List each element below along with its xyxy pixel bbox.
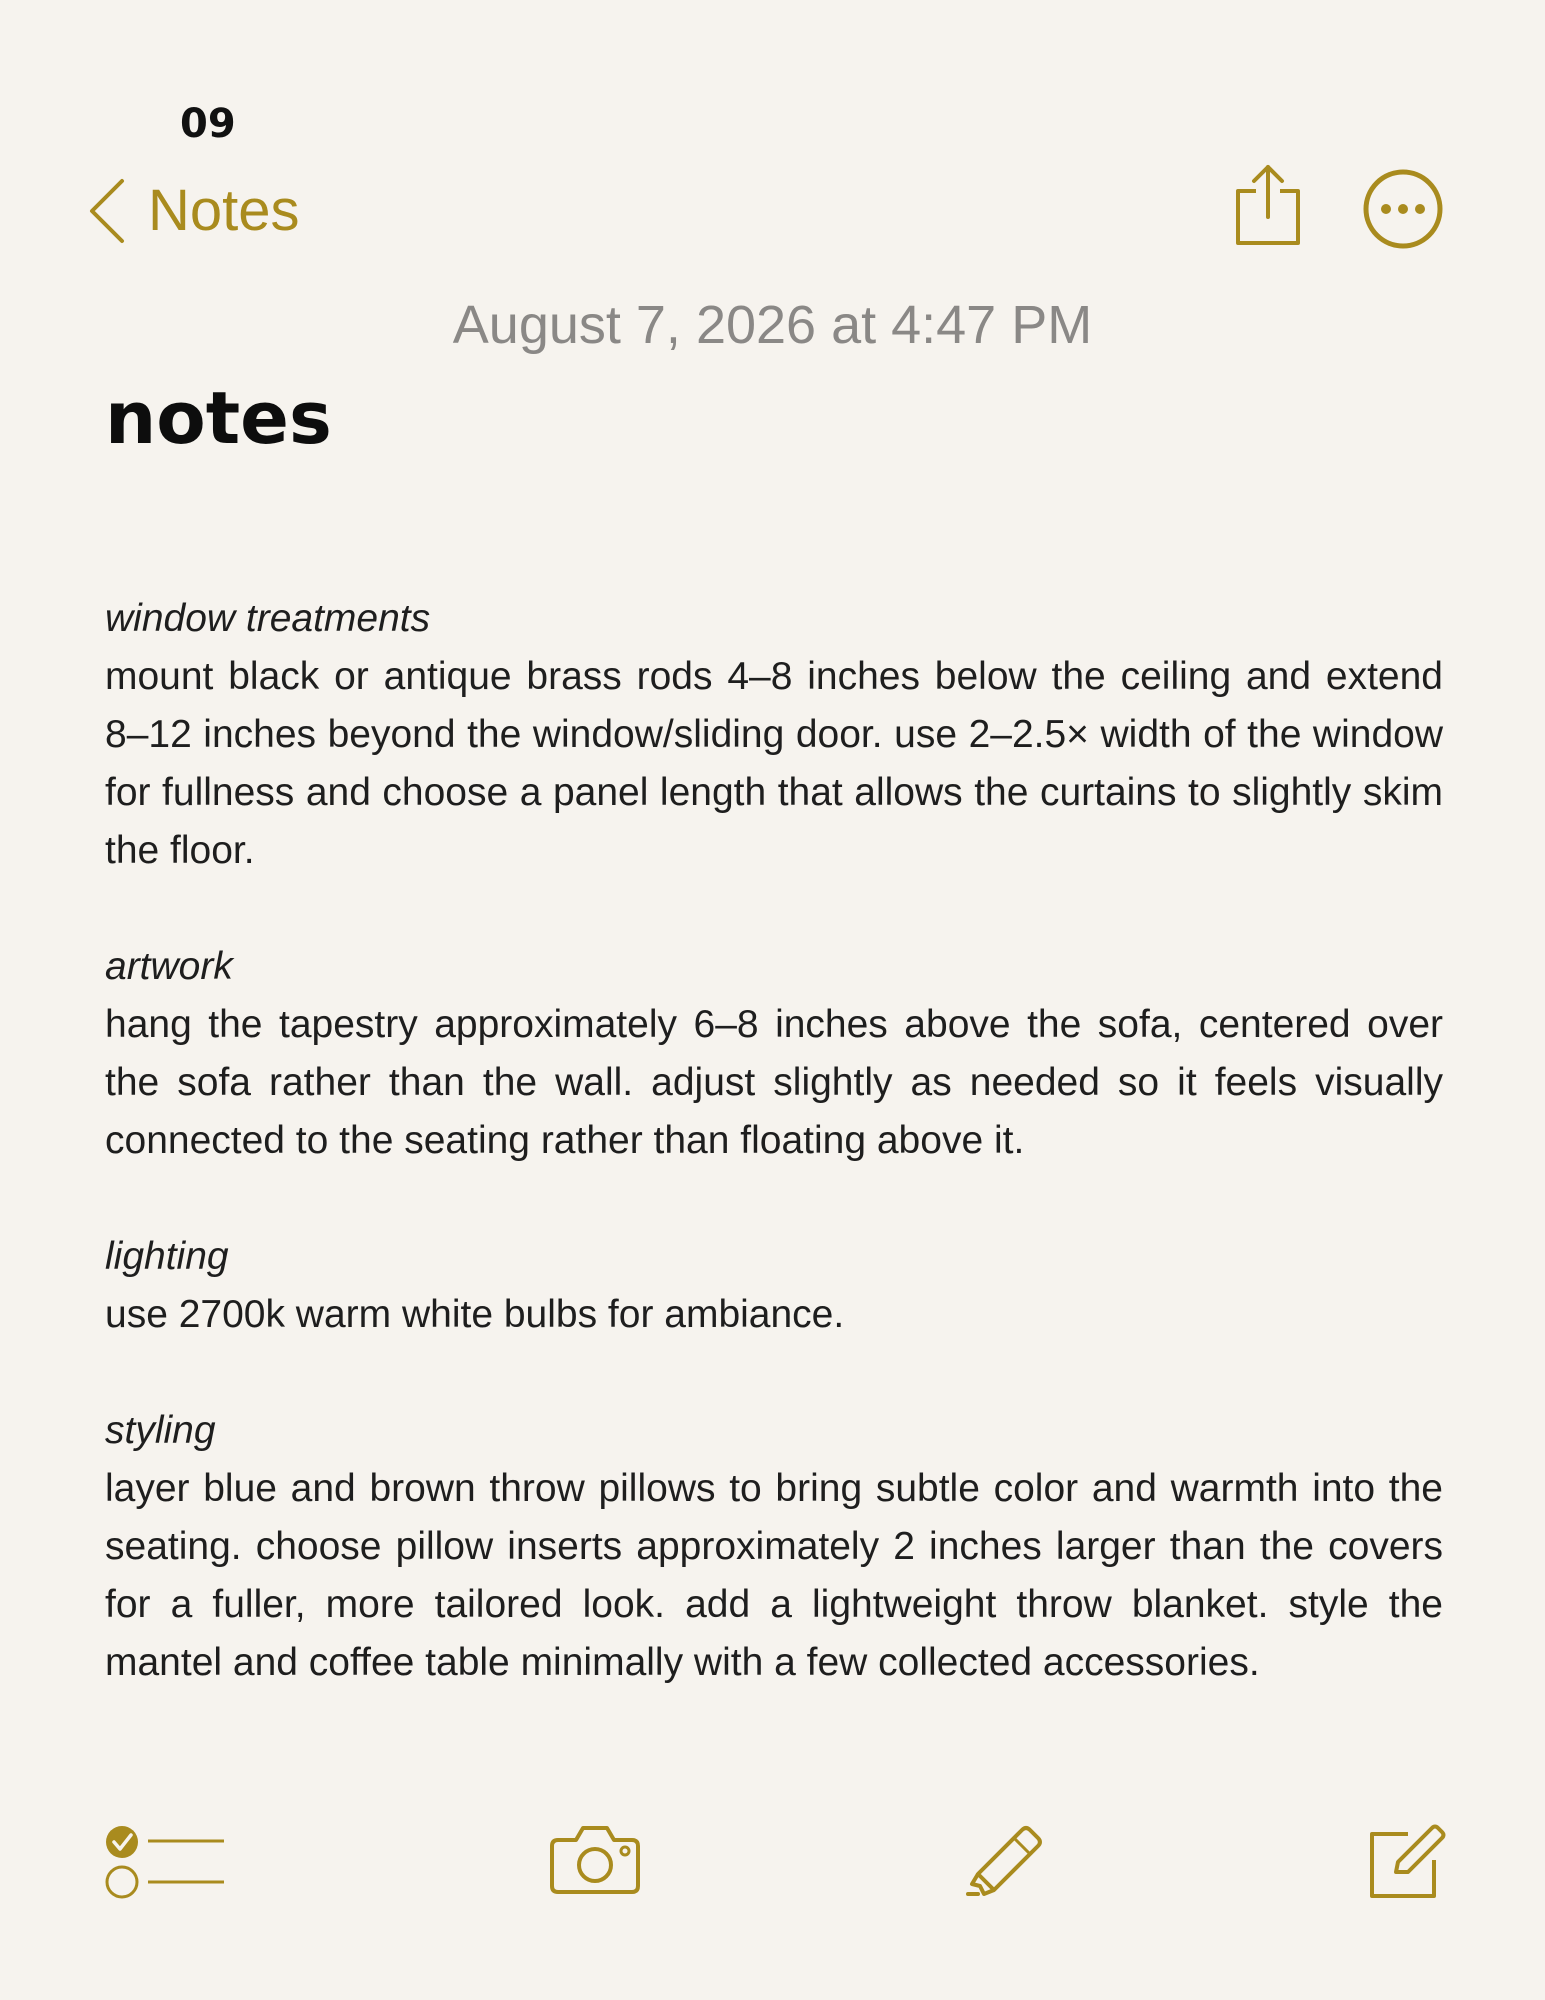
camera-icon [548,1822,642,1898]
section-text: layer blue and brown throw pillows to bring subtle color and warmth into the seating. choose pillow inserts approximately 2 inches larger than the covers for a fuller, more tailored look. add a lightweight throw blanket. style the mantel and coffee table minimally with a few collected accessories. [105,1467,1443,1684]
section-spacer [105,1170,1443,1228]
section-heading: window treatments [105,597,431,640]
back-button[interactable] [88,176,300,246]
section-heading: artwork [105,945,233,988]
note-section-artwork [105,938,1443,1170]
section-heading: lighting [105,1235,229,1278]
back-button-label: Notes [148,178,300,243]
note-section-lighting [105,1228,1443,1344]
checklist-button[interactable] [104,1822,226,1902]
section-text: use 2700k warm white bulbs for ambiance. [105,1293,845,1336]
section-text: mount black or antique brass rods 4–8 inches below the ceiling and extend 8–12 inches beyond the window/sliding door. use 2–2.5× width of the window for fullness and choose a panel length that allows the curtains to slightly skim the floor. [105,655,1443,872]
chevron-left-icon [88,178,126,244]
markup-button[interactable] [964,1822,1046,1898]
section-spacer [105,880,1443,938]
more-options-button[interactable] [1362,168,1444,255]
note-body[interactable] [105,590,1443,1692]
compose-button[interactable] [1368,1822,1446,1900]
share-icon [1232,234,1304,251]
compose-icon [1368,1822,1446,1900]
ellipsis-circle-icon [1362,237,1444,254]
note-section-styling [105,1402,1443,1692]
pencil-markup-icon [964,1822,1046,1898]
section-heading: styling [105,1409,216,1452]
camera-button[interactable] [548,1822,642,1898]
note-date: August 7, 2026 at 4:47 PM [452,295,1093,355]
note-section-window-treatments [105,590,1443,880]
status-bar-time: 09 [180,101,236,147]
note-title[interactable]: notes [105,376,332,460]
section-spacer [105,1344,1443,1402]
share-button[interactable] [1232,163,1304,252]
section-text: hang the tapestry approximately 6–8 inches above the sofa, centered over the sofa rather than the wall. adjust slightly as needed so it feels visually connected to the seating rather than floating above it. [105,1003,1443,1162]
checklist-icon [104,1822,226,1902]
